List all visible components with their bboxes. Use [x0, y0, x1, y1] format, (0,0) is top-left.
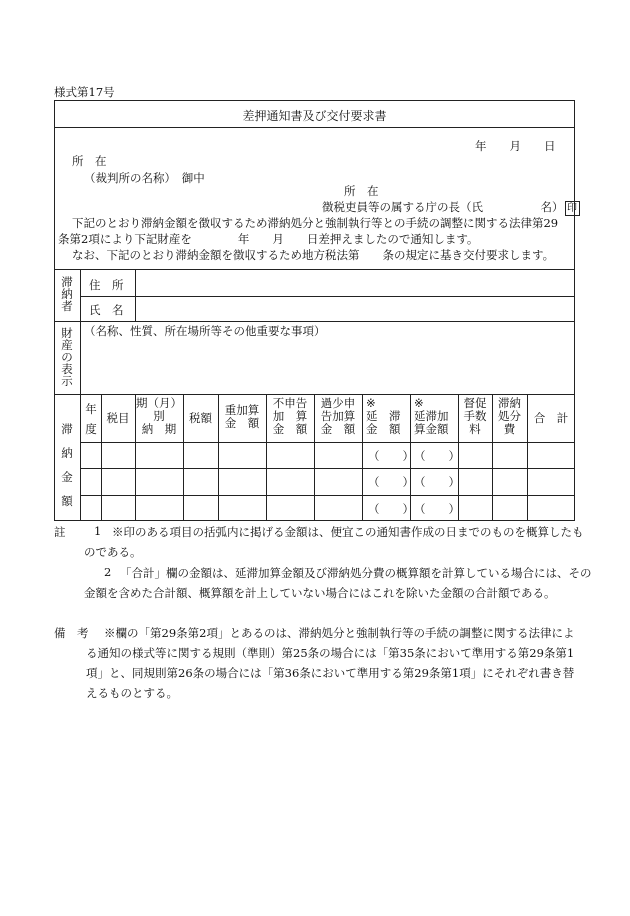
divider: [80, 495, 575, 496]
addressee-address-label: 所 在: [72, 154, 107, 168]
title-divider: [54, 127, 575, 128]
col-heavy: [218, 404, 266, 430]
col-heavy-l1: 重加算: [224, 403, 260, 417]
note-2-line-1: 「合計」欄の金額は、延滞加算金額及び滞納処分費の概算額を計算している場合には、その: [120, 566, 592, 580]
divider: [80, 442, 575, 443]
sender-chief: [322, 199, 580, 216]
late-add-cell-3[interactable]: （ ）: [414, 502, 460, 516]
note-2-line-2: 金額を含めた合計額、概算額を計上していない場合にはこれを除いた金額の合計額である。: [84, 586, 556, 600]
note-1-line-2: のである。: [84, 545, 142, 559]
body-line-2: 条第2項により下記財産を 年 月 日差押えましたので通知します。: [58, 232, 479, 246]
delinquent-address-field[interactable]: [136, 270, 574, 295]
delinquent-address-label: 住 所: [89, 278, 124, 292]
date-line: 年 月 日: [475, 139, 556, 153]
property-field[interactable]: [81, 338, 574, 393]
col-demand-fee-l2: 手数: [463, 409, 487, 423]
col-late-l1: ※: [366, 396, 376, 410]
seal-mark: 印: [565, 201, 580, 216]
col-disposition-fee-l3: 費: [503, 422, 516, 436]
remarks-line-3: 項」と、同規則第26条の場合には「第36条において準用する第29条第1項」にそれぞれ書き替: [86, 666, 575, 680]
court-name: （裁判所の名称） 御中: [84, 171, 205, 185]
col-demand-fee-l3: 料: [469, 422, 481, 436]
col-tax-amount: 税額: [189, 411, 212, 425]
late-add-cell-1[interactable]: （ ）: [414, 449, 460, 463]
col-late-l3: 金 額: [366, 422, 401, 436]
col-disposition-fee-l1: 滞納: [498, 396, 521, 410]
late-cell-2[interactable]: （ ）: [368, 475, 414, 489]
delinquent-name-label: 氏 名: [89, 303, 124, 317]
note-1-line-1: ※印のある項目の括弧内に掲げる金額は、便宜この通知書作成の日までのものを概算したも: [112, 525, 584, 539]
col-underdeclare-l2: 告加算: [320, 409, 356, 423]
col-period-l1: 期（月）: [136, 396, 182, 410]
col-late-add-l3: 算金額: [414, 422, 449, 436]
remarks-line-2: る通知の様式等に関する規則（準則）第25条の場合には「第35条において準用する第29条第1: [86, 646, 575, 660]
col-late-add-l2: 延滞加: [414, 409, 449, 423]
remarks-line-4: えるものとする。: [86, 686, 178, 700]
remarks-label: 備 考: [54, 626, 89, 640]
col-nondeclare-l1: 不申告: [272, 396, 308, 410]
col-disposition-fee-l2: 処分: [498, 409, 521, 423]
body-line-1: 下記のとおり滞納金額を徴収するため滞納処分と強制執行等との手続の調整に関する法律第29: [72, 216, 559, 230]
note-1-number: 1: [94, 524, 102, 538]
col-late-add-l1: ※: [414, 396, 424, 410]
form-number: 様式第17号: [54, 85, 115, 99]
col-late: [362, 397, 410, 436]
sender-address-label: 所 在: [344, 184, 379, 198]
form-title: 差押通知書及び交付要求書: [242, 109, 387, 123]
delinquent-label: 滞納者: [61, 275, 73, 313]
delinquent-name-field[interactable]: [136, 297, 574, 320]
divider: [54, 321, 575, 322]
property-hint: （名称、性質、所在場所等その他重要な事項）: [84, 324, 326, 338]
col-demand-fee: [458, 397, 492, 436]
col-late-l2: 延 滞: [366, 409, 401, 423]
body-line-3: なお、下記のとおり滞納金額を徴収するため地方税法第 条の規定に基き交付要求します。: [72, 248, 555, 262]
late-cell-3[interactable]: （ ）: [368, 502, 414, 516]
note-2-number: 2: [104, 565, 112, 579]
property-label: 財産の表示: [61, 326, 73, 388]
col-tax-item: 税目: [106, 411, 130, 425]
col-period: [135, 397, 183, 436]
col-total: 合 計: [533, 411, 569, 425]
col-underdeclare-l1: 過少申: [320, 396, 356, 410]
col-disposition-fee: [492, 397, 527, 436]
divider: [80, 468, 575, 469]
chief-line: 徴税吏員等の属する庁の長（氏 名）: [322, 200, 564, 214]
amount-label: 滞納金額: [61, 422, 73, 508]
col-late-add: [410, 397, 458, 436]
col-underdeclare: [314, 397, 362, 436]
col-nondeclare: [266, 397, 314, 436]
col-nondeclare-l2: 加 算: [272, 409, 308, 423]
late-add-cell-2[interactable]: （ ）: [414, 475, 460, 489]
col-heavy-l2: 金 額: [224, 416, 260, 430]
col-period-l2: 別: [153, 409, 165, 423]
col-nondeclare-l3: 金 額: [272, 422, 308, 436]
notes-label: 註: [54, 525, 66, 539]
col-demand-fee-l1: 督促: [463, 396, 487, 410]
col-underdeclare-l3: 金 額: [320, 422, 356, 436]
col-period-l3: 納 期: [141, 422, 177, 436]
remarks-line-1: ※欄の「第29条第2項」とあるのは、滞納処分と強制執行等の手続の調整に関する法律によ: [104, 626, 575, 640]
col-year: 年度: [85, 402, 97, 436]
divider: [80, 394, 81, 521]
late-cell-1[interactable]: （ ）: [368, 449, 414, 463]
